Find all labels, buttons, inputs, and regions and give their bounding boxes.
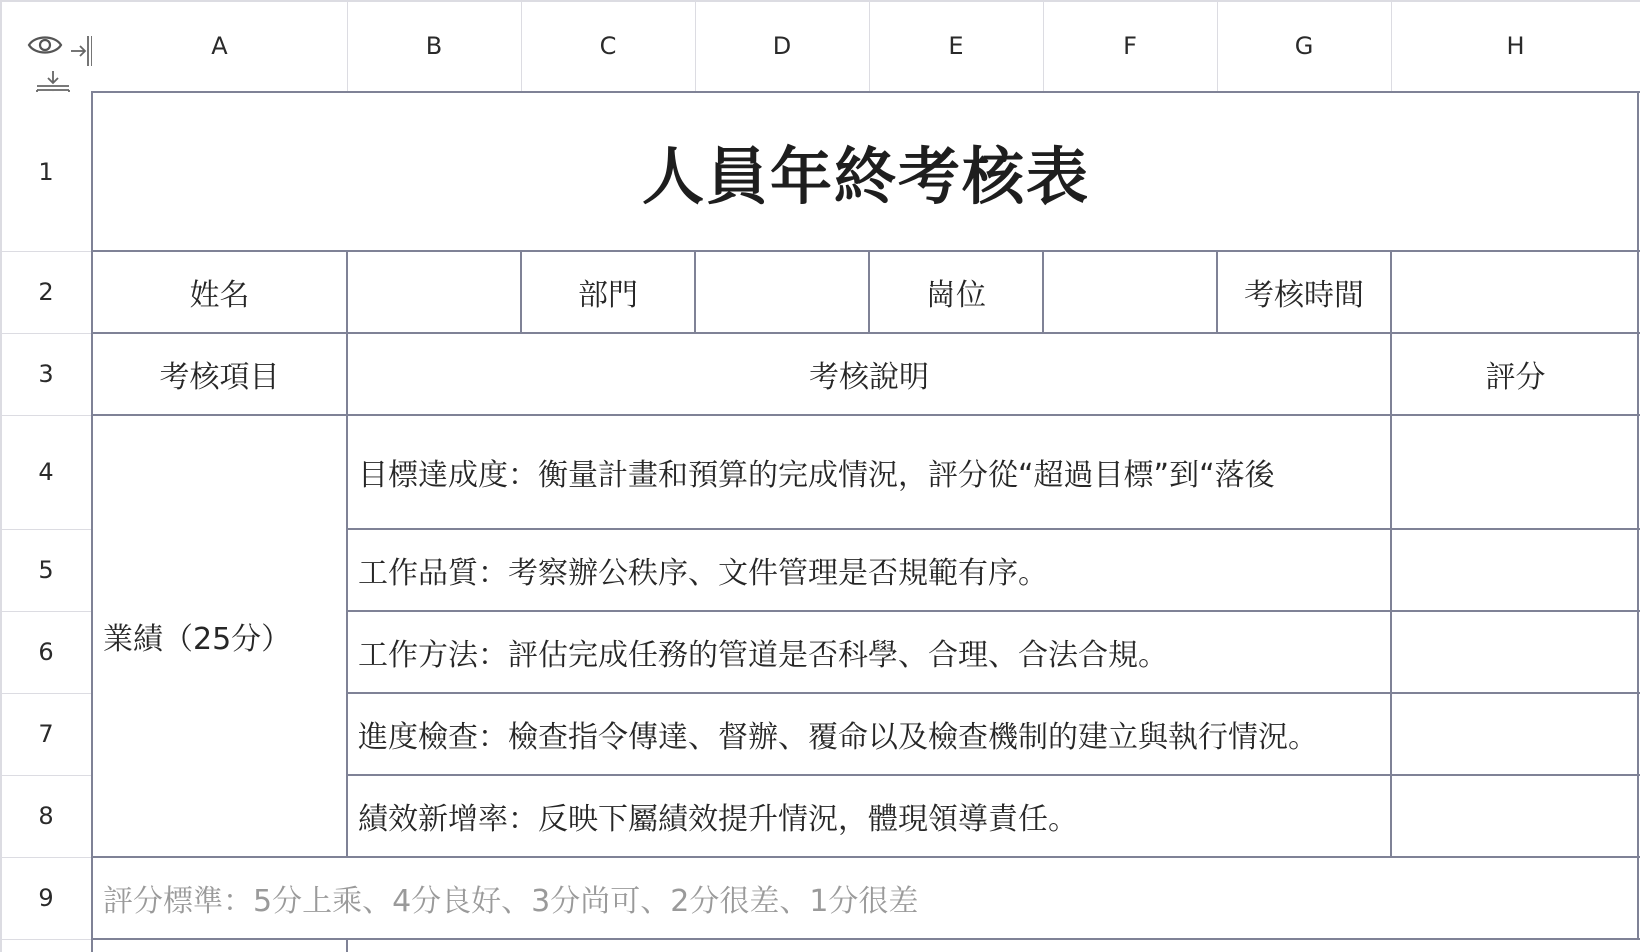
header-gridline bbox=[1391, 0, 1392, 92]
item-description-cell[interactable]: 績效新增率：反映下屬績效提升情況，體現領導責任。 bbox=[347, 775, 1391, 857]
row-header-6[interactable]: 6 bbox=[0, 611, 92, 693]
table-border bbox=[347, 774, 1640, 776]
row-header-8[interactable]: 8 bbox=[0, 775, 92, 857]
review-time-label-cell[interactable]: 考核時間 bbox=[1217, 251, 1391, 333]
header-gridline bbox=[347, 0, 348, 92]
header-gridline bbox=[0, 529, 92, 530]
description-header-cell[interactable]: 考核說明 bbox=[347, 333, 1391, 415]
item-description-cell[interactable]: 目標達成度：衡量計畫和預算的完成情況，評分從“超過目標”到“落後 bbox=[347, 415, 1391, 529]
table-border bbox=[92, 938, 1640, 940]
sheet-title[interactable]: 人員年終考核表 bbox=[92, 92, 1640, 251]
table-border bbox=[347, 528, 1640, 530]
item-description-cell[interactable]: 工作方法：評估完成任務的管道是否科學、合理、合法合規。 bbox=[347, 611, 1391, 693]
table-border bbox=[1637, 91, 1639, 940]
item-score-cell[interactable] bbox=[1391, 529, 1640, 611]
item-description-cell[interactable]: 進度檢查：檢查指令傳達、督辦、覆命以及檢查機制的建立與執行情況。 bbox=[347, 693, 1391, 775]
name-label-cell[interactable]: 姓名 bbox=[92, 251, 347, 333]
table-border bbox=[347, 610, 1640, 612]
scoring-standard-cell[interactable]: 評分標準：5分上乘、4分良好、3分尚可、2分很差、1分很差 bbox=[92, 857, 1640, 939]
column-header-e[interactable]: E bbox=[869, 0, 1043, 92]
eye-icon[interactable] bbox=[27, 32, 63, 58]
table-border bbox=[346, 251, 348, 857]
column-header-f[interactable]: F bbox=[1043, 0, 1217, 92]
row-header-7[interactable]: 7 bbox=[0, 693, 92, 775]
header-gridline bbox=[0, 0, 2, 952]
table-border bbox=[92, 414, 1640, 416]
row-header-5[interactable]: 5 bbox=[0, 529, 92, 611]
review-time-value-cell[interactable] bbox=[1391, 251, 1640, 333]
item-score-cell[interactable] bbox=[1391, 775, 1640, 857]
header-gridline bbox=[0, 693, 92, 694]
header-gridline bbox=[869, 0, 870, 92]
table-border bbox=[92, 91, 1640, 93]
position-value-cell[interactable] bbox=[1043, 251, 1217, 333]
column-header-h[interactable]: H bbox=[1391, 0, 1640, 92]
row-header-9[interactable]: 9 bbox=[0, 857, 92, 939]
column-header-d[interactable]: D bbox=[695, 0, 869, 92]
row-header-4[interactable]: 4 bbox=[0, 415, 92, 529]
row-header-2[interactable]: 2 bbox=[0, 251, 92, 333]
column-header-c[interactable]: C bbox=[521, 0, 695, 92]
item-score-cell[interactable] bbox=[1391, 415, 1640, 529]
column-header-g[interactable]: G bbox=[1217, 0, 1391, 92]
header-gridline bbox=[0, 333, 92, 334]
header-gridline bbox=[0, 251, 92, 252]
table-border bbox=[1042, 251, 1044, 333]
header-gridline bbox=[0, 857, 92, 858]
department-label-cell[interactable]: 部門 bbox=[521, 251, 695, 333]
header-gridline bbox=[1043, 0, 1044, 92]
header-gridline bbox=[0, 939, 92, 940]
table-border bbox=[92, 332, 1640, 334]
table-border bbox=[347, 692, 1640, 694]
table-border bbox=[91, 91, 93, 952]
row-header-3[interactable]: 3 bbox=[0, 333, 92, 415]
category-cell[interactable]: 業績（25分） bbox=[92, 415, 347, 857]
column-header-b[interactable]: B bbox=[347, 0, 521, 92]
item-score-cell[interactable] bbox=[1391, 693, 1640, 775]
header-gridline bbox=[0, 0, 1640, 2]
table-border bbox=[346, 939, 348, 952]
item-score-cell[interactable] bbox=[1391, 611, 1640, 693]
row-header-1[interactable]: 1 bbox=[0, 92, 92, 251]
table-border bbox=[1216, 251, 1218, 333]
score-header-cell[interactable]: 評分 bbox=[1391, 333, 1640, 415]
table-border bbox=[92, 856, 1640, 858]
item-header-cell[interactable]: 考核項目 bbox=[92, 333, 347, 415]
position-label-cell[interactable]: 崗位 bbox=[869, 251, 1043, 333]
table-border bbox=[520, 251, 522, 333]
header-gridline bbox=[0, 415, 92, 416]
name-value-cell[interactable] bbox=[347, 251, 521, 333]
department-value-cell[interactable] bbox=[695, 251, 869, 333]
table-border bbox=[1390, 251, 1392, 857]
header-gridline bbox=[1217, 0, 1218, 92]
column-header-a[interactable]: A bbox=[92, 0, 347, 92]
table-border bbox=[92, 250, 1640, 252]
header-gridline bbox=[0, 611, 92, 612]
header-gridline bbox=[521, 0, 522, 92]
table-border bbox=[694, 251, 696, 333]
table-border bbox=[868, 251, 870, 333]
header-gridline bbox=[0, 775, 92, 776]
header-gridline bbox=[695, 0, 696, 92]
item-description-cell[interactable]: 工作品質：考察辦公秩序、文件管理是否規範有序。 bbox=[347, 529, 1391, 611]
